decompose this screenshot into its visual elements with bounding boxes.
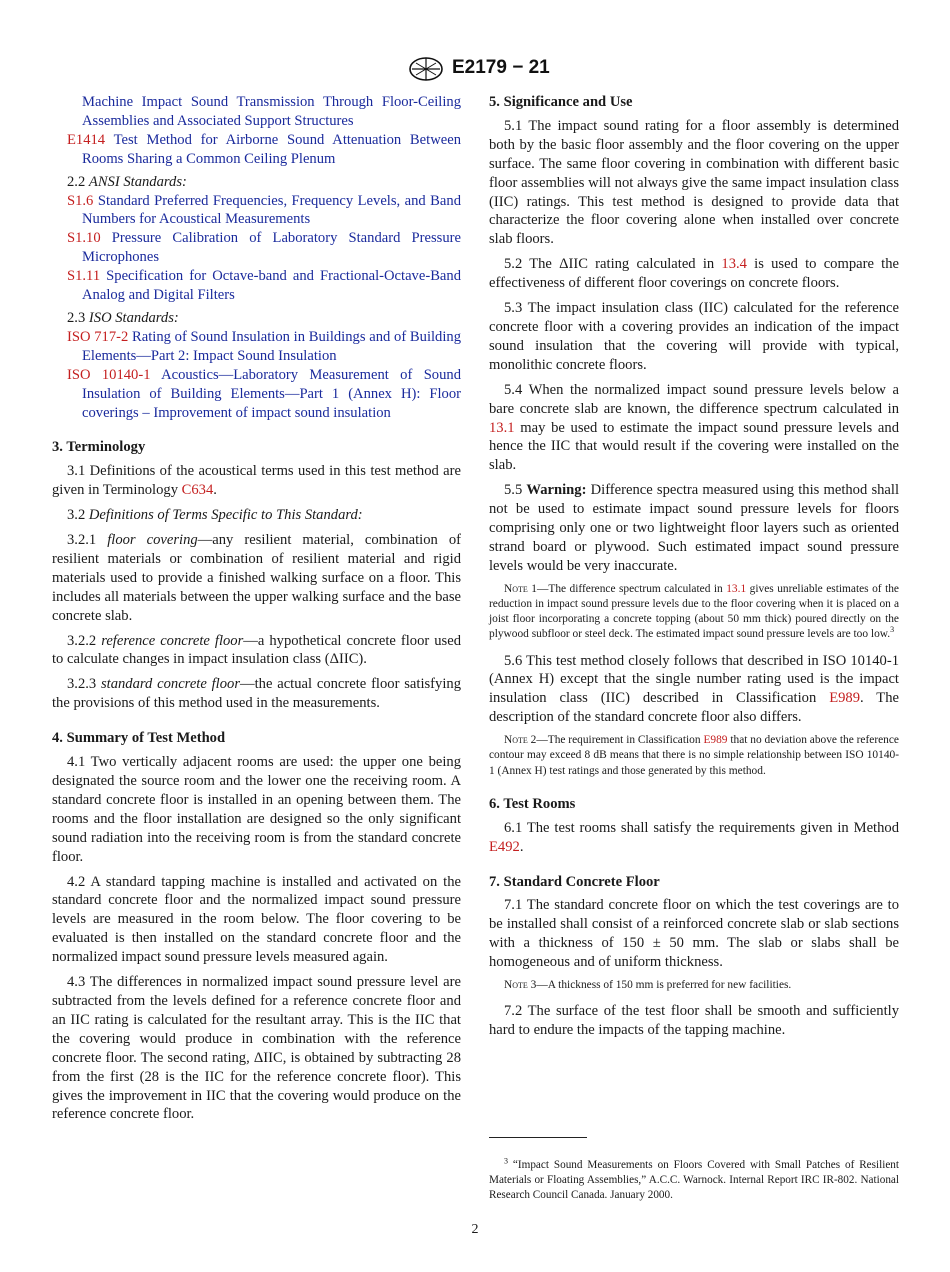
link-13-1-note[interactable]: 13.1 (726, 582, 747, 595)
section-4-heading: 4. Summary of Test Method (52, 730, 226, 747)
note-2: Note 2—The requirement in Classification E989 that no deviation above the reference contour may exceed 8 dB means that there is no simple relationship between ISO 10140-1 (Annex H) test ratings and those generated by this method. (489, 734, 899, 777)
link-e989-note[interactable]: E989 (703, 734, 728, 747)
section-3-heading: 3. Terminology (52, 439, 146, 456)
para-3-1: 3.1 Definitions of the acoustical terms used in this test method are given in Terminology C634. (52, 463, 461, 499)
link-e989[interactable]: E989 (829, 690, 860, 707)
para-5-4: 5.4 When the normalized impact sound pressure levels below a bare concrete slab are known, the difference spectrum calculated in 13.1 may be used to estimate the impact sound pressure levels and hence the IIC that would result if the covering were installed on the slab. (489, 381, 899, 474)
para-5-3: 5.3 The impact insulation class (IIC) calculated for the reference concrete floor with a covering provides an indication of the impact sound insulation that the covering will provide with typical, monolithic concrete floors. (489, 300, 899, 373)
link-13-1[interactable]: 13.1 (489, 419, 515, 436)
reference-iso-717-2[interactable]: ISO 717-2 Rating of Sound Insulation in Buildings and of Building Elements—Part 2: Impact Sound Insulation (67, 328, 461, 364)
astm-logo-icon (408, 56, 444, 82)
reference-iso-10140-1[interactable]: ISO 10140-1 Acoustics—Laboratory Measurement of Sound Insulation of Building Elements—Part 1 (Annex H): Floor coverings – Improvement of impact sound insulation (67, 366, 461, 421)
para-3-2: 3.2 Definitions of Terms Specific to This Standard: (67, 507, 363, 524)
reference-e492-continued[interactable]: Machine Impact Sound Transmission Through Floor-Ceiling Assemblies and Associated Support Structures (82, 94, 461, 129)
link-13-4[interactable]: 13.4 (721, 256, 747, 273)
standard-designation: E2179 − 21 (452, 57, 550, 78)
link-c634[interactable]: C634 (181, 482, 214, 499)
reference-e1414[interactable]: E1414 Test Method for Airborne Sound Attenuation Between Rooms Sharing a Common Ceiling Plenum (67, 131, 461, 167)
para-7-2: 7.2 The surface of the test floor shall be smooth and sufficiently hard to endure the impacts of the tapping machine. (489, 1003, 899, 1039)
para-4-3: 4.3 The differences in normalized impact sound pressure level are subtracted from the levels defined for a reference concrete floor and an IIC rating is calculated for the resultant array. This is the IIC that the covering would produce in combination with the reference concrete floor. The second rating, ΔIIC, is obtained by subtracting 28 from the first (28 is the IIC for the reference concrete floor). This gives the improvement in IIC that the covering would produce on the reference concrete floor. (52, 974, 461, 1123)
reference-s1-11[interactable]: S1.11 Specification for Octave-band and Fractional-Octave-Band Analog and Digital Filters (67, 268, 461, 304)
para-5-5: 5.5 Warning: Difference spectra measured using this method shall not be used to estimate impact sound pressure levels for floors comprising only one or two lightweight floor layers such as oriented strand board or plywood. Such estimated impact sound pressure levels would be very inaccurate. (489, 482, 900, 574)
section-2-3-heading: 2.3 ISO Standards: (67, 309, 179, 326)
section-5-heading: 5. Significance and Use (489, 94, 633, 110)
section-2-2-heading: 2.2 ANSI Standards: (67, 173, 187, 190)
para-5-1: 5.1 The impact sound rating for a floor assembly is determined both by the basic floor assembly and the floor covering on the upper surface. The same floor covering in combination with different basic floor assemblies will not always give the same impact insulation class (IIC) ratings. This test method is designed to provide data that characterize the floor covering alone when installed over concrete slab floors. (489, 117, 899, 248)
section-6-heading: 6. Test Rooms (489, 795, 576, 812)
right-column (489, 93, 899, 1046)
footnote-divider (489, 1137, 587, 1138)
footnote-3: $^3$ “Impact Sound Measurements on Floors Covered with Small Patches of Resilient Materials or Floating Assemblies,” A.C.C. Warnock. Internal Report IRC IR-802. National Research Council Canada. January 2000. (489, 1156, 899, 1202)
para-5-2: 5.2 The ΔIIC rating calculated in 13.4 is used to compare the effectiveness of different floor coverings on concrete floors. (489, 256, 899, 292)
para-3-2-3: 3.2.3 standard concrete floor—the actual concrete floor satisfying the provisions of this method used in the measurements. (52, 676, 461, 712)
para-6-1: 6.1 The test rooms shall satisfy the requirements given in Method E492. (489, 819, 899, 855)
page-number: 2 (471, 1222, 479, 1237)
link-e492[interactable]: E492 (489, 838, 520, 855)
left-column (52, 93, 461, 1130)
reference-s1-10[interactable]: S1.10 Pressure Calibration of Laboratory Standard Pressure Microphones (67, 230, 461, 266)
note-1: Note 1—The difference spectrum calculated in 13.1 gives unreliable estimates of the reduction in impact sound pressure levels due to the floor covering when it is placed on a joist floor incorporating a concrete topping (about 50 mm thick) poured directly on the plywood subfloor or steel deck. The estimated impact sound pressure levels are too low.$^3$ (489, 582, 899, 641)
para-5-6: 5.6 This test method closely follows that described in ISO 10140-1 (Annex H) except that the single number rating used is the impact insulation class (IIC) described in Classification E989. The description of the standard concrete floor also differs. (489, 652, 899, 726)
section-7-heading: 7. Standard Concrete Floor (489, 873, 660, 890)
reference-s1-6[interactable]: S1.6 Standard Preferred Frequencies, Frequency Levels, and Band Numbers for Acoustical Measurements (67, 192, 461, 228)
para-3-2-1: 3.2.1 floor covering—any resilient material, combination of resilient materials or combination of resilient material and rigid materials used to provide a finished walking surface on a floor. This includes all materials between the upper walking surface and the base concrete slab. (52, 532, 462, 624)
para-4-2: 4.2 A standard tapping machine is installed and activated on the standard concrete floor and the normalized impact sound pressure levels are measured in the room below. The floor covering to be evaluated is then installed on the standard concrete floor and the normalized impact sound pressure levels measured again. (52, 873, 461, 966)
note-3: Note 3—A thickness of 150 mm is preferred for new facilities. (504, 979, 792, 992)
para-4-1: 4.1 Two vertically adjacent rooms are used: the upper one being designated the source room and the lower one the receiving room. A standard concrete floor is installed in an opening between them. The rooms and the floor installation are designed so the only significant sound radiation into the receiving room is from the standard concrete floor. (52, 754, 461, 865)
para-7-1: 7.1 The standard concrete floor on which the test coverings are to be installed shall consist of a reinforced concrete slab or slab sections with a thickness of 150 ± 50 mm. The slab or slabs shall be homogeneous and of uniform thickness. (489, 897, 899, 971)
para-3-2-2: 3.2.2 reference concrete floor—a hypothetical concrete floor used to calculate changes in impact insulation class (ΔIIC). (52, 632, 462, 668)
page-header (0, 56, 950, 86)
